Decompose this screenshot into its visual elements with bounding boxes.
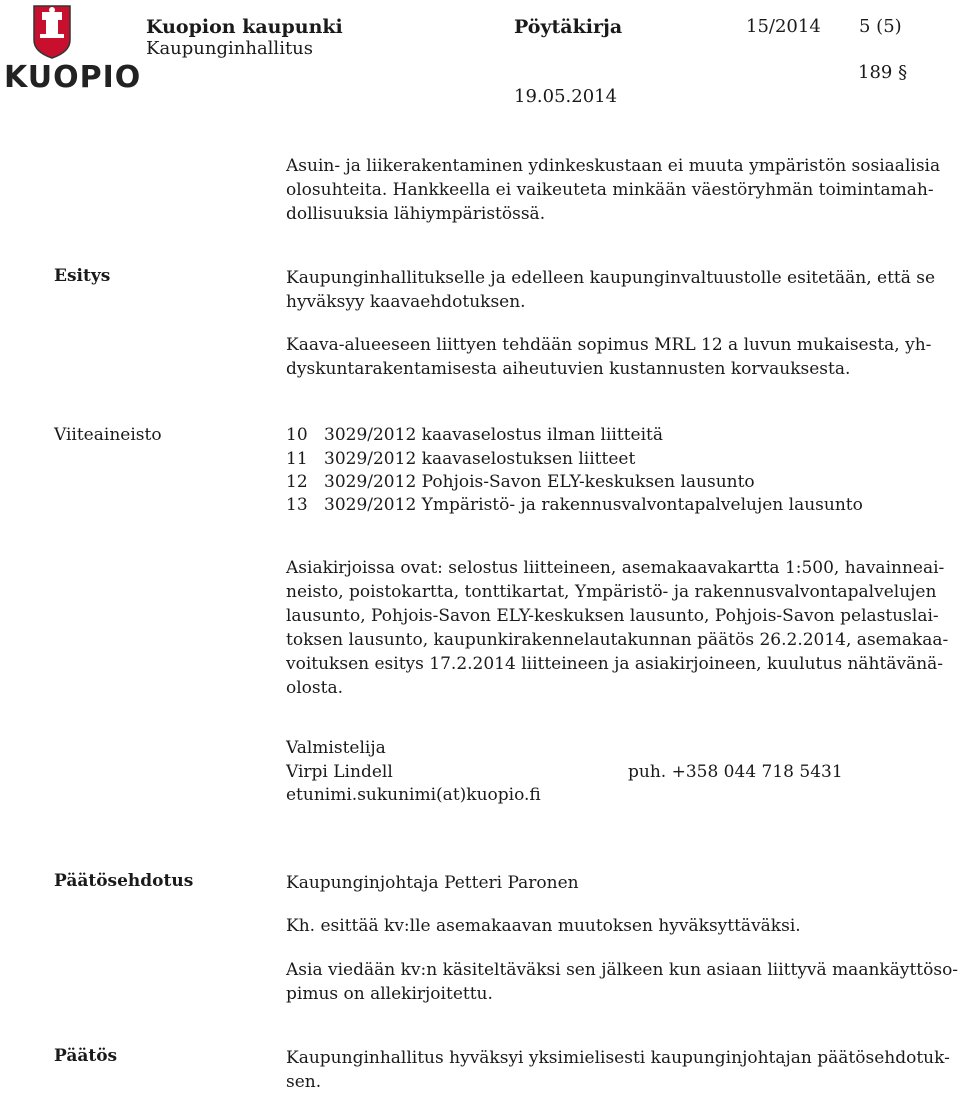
board-name: Kaupunginhallitus [146, 38, 314, 59]
intro-paragraph [286, 154, 940, 226]
text-line: sen. [286, 1072, 322, 1092]
text-line: hyväksyy kaavaehdotuksen. [286, 292, 526, 312]
meeting-date: 19.05.2014 [514, 86, 618, 107]
reference-item [286, 425, 663, 445]
text-line: Kaupunginhallitus hyväksyi yksimielisesti kaupunginjohtajan päätösehdotuk- [286, 1048, 950, 1068]
text-line: olosuhteita. Hankkeella ei vaikeuteta minkään väestöryhmän toimintamah- [286, 180, 934, 200]
preparer-title: Valmistelija [286, 738, 386, 758]
reference-text: 3029/2012 kaavaselostuksen liitteet [324, 449, 636, 469]
preparer-phone: puh. +358 044 718 5431 [628, 762, 843, 782]
logo-wordmark: KUOPIO [4, 60, 142, 95]
reference-number: 12 [286, 472, 308, 492]
text-line: lausunto, Pohjois-Savon ELY-keskuksen lausunto, Pohjois-Savon pelastuslai- [286, 606, 939, 626]
reference-number: 10 [286, 425, 308, 445]
viiteaineisto-label: Viiteaineisto [54, 425, 162, 445]
esitys-paragraph-1 [286, 266, 935, 314]
reference-number: 13 [286, 495, 308, 515]
text-line: olosta. [286, 678, 344, 698]
esitys-label: Esitys [54, 266, 111, 286]
doc-number: 15/2014 [746, 16, 821, 37]
reference-number: 11 [286, 449, 308, 469]
text-line: Kaupunginhallitukselle ja edelleen kaupunginvaltuustolle esitetään, että se [286, 268, 936, 288]
proposal-author: Kaupunginjohtaja Petteri Paronen [286, 873, 579, 893]
kuopio-logo [4, 2, 142, 98]
text-line: Asuin- ja liikerakentaminen ydinkeskustaan ei muuta ympäristön sosiaalisia [286, 156, 941, 176]
text-line: dollisuuksia lähiympäristössä. [286, 204, 546, 224]
reference-text: 3029/2012 Pohjois-Savon ELY-keskuksen lausunto [324, 472, 755, 492]
text-line: toksen lausunto, kaupunkirakennelautakunnan päätös 26.2.2014, asemakaa- [286, 630, 949, 650]
section-number: 189 § [858, 62, 908, 83]
text-line: neisto, poistokartta, tonttikartat, Ympäristö- ja rakennusvalvontapalvelujen [286, 582, 937, 602]
text-line: Asia viedään kv:n käsiteltäväksi sen jälkeen kun asiaan liittyvä maankäyttöso- [286, 960, 959, 980]
proposal-note [286, 958, 958, 1006]
preparer-email: etunimi.sukunimi(at)kuopio.fi [286, 785, 541, 805]
text-line: dyskuntarakentamisesta aiheutuvien kustannusten korvauksesta. [286, 359, 851, 379]
text-line: Asiakirjoissa ovat: selostus liitteineen, asemakaavakartta 1:500, havainneai- [286, 558, 945, 578]
org-name: Kuopion kaupunki [146, 16, 343, 38]
page-number: 5 (5) [859, 16, 902, 37]
reference-text: 3029/2012 Ympäristö- ja rakennusvalvontapalvelujen lausunto [324, 495, 863, 515]
text-line: Kaava-alueeseen liittyen tehdään sopimus MRL 12 a luvun mukaisesta, yh- [286, 335, 932, 355]
proposal-text: Kh. esittää kv:lle asemakaavan muutoksen hyväksyttäväksi. [286, 916, 801, 936]
reference-text: 3029/2012 kaavaselostus ilman liitteitä [324, 425, 663, 445]
esitys-paragraph-2 [286, 333, 931, 381]
text-line: voituksen esitys 17.2.2014 liitteineen ja asiakirjoineen, kuulutus nähtävänä- [286, 654, 944, 674]
preparer-name: Virpi Lindell [286, 762, 393, 782]
attachments-paragraph [286, 556, 948, 700]
reference-item [286, 495, 863, 515]
text-line: pimus on allekirjoitettu. [286, 984, 493, 1004]
reference-item [286, 472, 755, 492]
decision-text [286, 1046, 950, 1094]
reference-item [286, 449, 635, 469]
decision-label: Päätös [54, 1046, 118, 1066]
doc-type: Pöytäkirja [514, 16, 623, 38]
decision-proposal-label: Päätösehdotus [54, 871, 194, 891]
